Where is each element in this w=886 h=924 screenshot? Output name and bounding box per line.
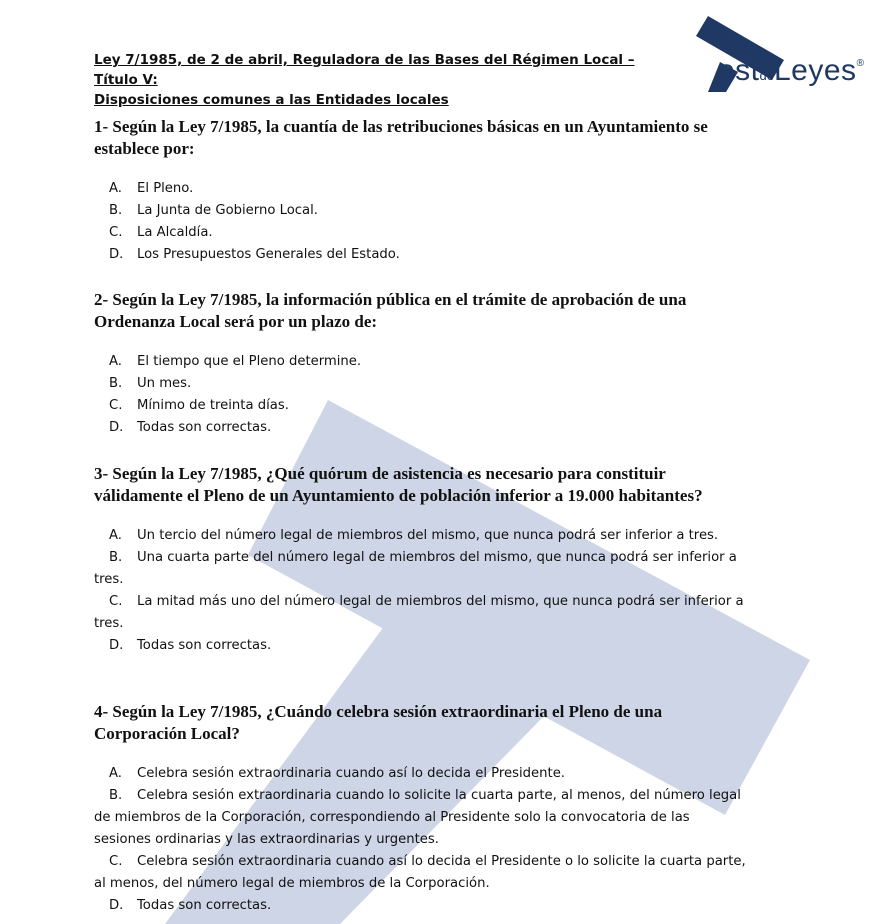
logo-wordmark: estdeLeyes®: [718, 54, 864, 87]
option-a: A. Celebra sesión extraordinaria cuando así lo decida el Presidente.: [109, 766, 565, 781]
options-list: [94, 178, 754, 266]
question-title: 2- Según la Ley 7/1985, la información pública en el trámite de aprobación de una Ordenanza Local será por un plazo de:: [94, 290, 687, 331]
question-4: [94, 701, 754, 917]
option-b: B. Un mes.: [109, 376, 192, 391]
question-3: [94, 463, 754, 657]
option-d: D. Todas son correctas.: [109, 638, 272, 653]
option-a: A. El tiempo que el Pleno determine.: [109, 354, 362, 369]
document-title-line2: Disposiciones comunes a las Entidades locales: [94, 92, 449, 108]
option-d: D. Todas son correctas.: [109, 898, 272, 913]
question-2: [94, 289, 754, 439]
question-title: 3- Según la Ley 7/1985, ¿Qué quórum de asistencia es necesario para constituir válidamente el Pleno de un Ayuntamiento de población inferior a 19.000 habitantes?: [94, 464, 703, 505]
document-title: [94, 50, 654, 110]
options-list: [94, 351, 754, 439]
options-list: [94, 525, 746, 657]
document-title-line1: Ley 7/1985, de 2 de abril, Reguladora de las Bases del Régimen Local – Título V:: [94, 52, 635, 88]
option-c: C. Mínimo de treinta días.: [109, 398, 289, 413]
option-c: C. La mitad más uno del número legal de miembros del mismo, que nunca podrá ser inferior a tres.: [94, 594, 744, 631]
option-a: A. El Pleno.: [109, 181, 194, 196]
option-c: C. Celebra sesión extraordinaria cuando así lo decida el Presidente o lo solicite la cuarta parte, al menos, del número legal de miembros de la Corporación.: [94, 854, 746, 891]
option-c: C. La Alcaldía.: [109, 225, 213, 240]
option-d: D. Todas son correctas.: [109, 420, 272, 435]
option-b: B. La Junta de Gobierno Local.: [109, 203, 318, 218]
option-b: B. Celebra sesión extraordinaria cuando lo solicite la cuarta parte, al menos, del número legal de miembros de la Corporación, correspondiendo al Presidente solo la convocatoria de las sesiones ordinarias y las extraordinarias y urgentes.: [94, 788, 741, 847]
option-b: B. Una cuarta parte del número legal de miembros del mismo, que nunca podrá ser inferior a tres.: [94, 550, 737, 587]
question-title: 1- Según la Ley 7/1985, la cuantía de las retribuciones básicas en un Ayuntamiento se establece por:: [94, 117, 708, 158]
option-d: D. Los Presupuestos Generales del Estado.: [109, 247, 400, 262]
options-list: [94, 763, 750, 917]
question-1: [94, 116, 754, 266]
option-a: A. Un tercio del número legal de miembros del mismo, que nunca podrá ser inferior a tres.: [109, 528, 719, 543]
question-title: 4- Según la Ley 7/1985, ¿Cuándo celebra sesión extraordinaria el Pleno de una Corporación Local?: [94, 702, 663, 743]
